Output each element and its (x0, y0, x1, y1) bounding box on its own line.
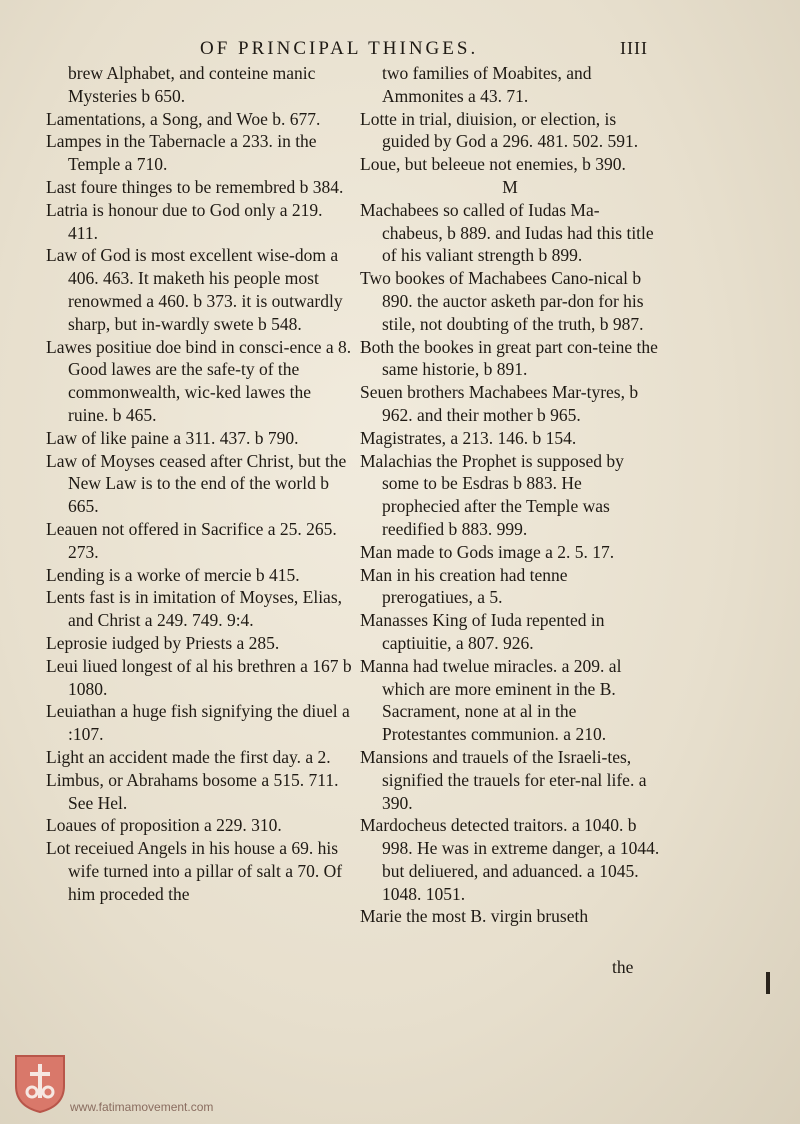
index-entry: Mansions and trauels of the Israeli-tes, signified the trauels for eter-nal life. a 390. (360, 746, 651, 813)
index-entry: Manna had twelue miracles. a 209. al which are more eminent in the B. Sacrament, none at al in the Protestantes communion. a 210. (360, 655, 626, 745)
index-entry: Lotte in trial, diuision, or election, is guided by God a 296. 481. 502. 591. (360, 108, 639, 152)
index-entry: Leauen not offered in Sacrifice a 25. 265. 273. (46, 518, 342, 562)
index-entry: Law of Moyses ceased after Christ, but the New Law is to the end of the world b 665. (46, 450, 351, 517)
index-entry: Loaues of proposition a 229. 310. (46, 815, 282, 836)
index-entry: Law of God is most excellent wise-dom a 406. 463. It maketh his people most renowmed a 460. b 373. it is outwardly sharp, but in-wardly swete b 548. (46, 245, 347, 334)
index-entry: Man made to Gods image a 2. 5. 17. (360, 541, 615, 562)
index-entry: Lot receiued Angels in his house a 69. his wife turned into a pillar of salt a 70. Of him proceded the (46, 838, 347, 904)
index-entry: Lents fast is in imitation of Moyses, Elias, and Christ a 249. 749. 9:4. (46, 587, 347, 631)
section-letter-heading: M (502, 176, 518, 197)
index-entry: Machabees so called of Iudas Ma-chabeus, b 889. and Iudas had this title of his valiant strength b 899. (360, 199, 659, 266)
index-entry: Seuen brothers Machabees Mar-tyres, b 962. and their mother b 965. (360, 382, 643, 425)
index-entry: Lawes positiue doe bind in consci-ence a 8. Good lawes are the safe-ty of the commonwealth, wic-ked lawes the ruine. b 465. (46, 336, 356, 425)
index-entry: Leprosie iudged by Priests a 285. (46, 632, 280, 653)
margin-mark (766, 972, 770, 994)
index-entry: Last foure thinges to be remembred b 384. (46, 176, 344, 197)
index-entry: brew Alphabet, and conteine manic Mysteries b 650. (68, 63, 320, 106)
index-entry: Man in his creation had tenne prerogatiues, a 5. (360, 564, 572, 608)
index-entry: Manasses King of Iuda repented in captiuitie, a 807. 926. (360, 610, 609, 653)
index-column-right (360, 62, 664, 928)
page-header (0, 38, 800, 62)
running-title: OF PRINCIPAL THINGES. (200, 38, 479, 59)
index-entry: Leuiathan a huge fish signifying the diuel a :107. (46, 701, 355, 745)
index-entry: Law of like paine a 311. 437. b 790. (46, 427, 299, 448)
index-entry: Magistrates, a 213. 146. b 154. (360, 427, 577, 448)
index-entry: Mardocheus detected traitors. a 1040. b 998. He was in extreme danger, a 1044. but deliuered, and aduanced. a 1045. 1048. 1051. (360, 815, 664, 904)
index-entry: Lamentations, a Song, and Woe b. 677. (46, 108, 321, 129)
index-entry: Light an accident made the first day. a 2. (46, 746, 331, 767)
index-entry: Marie the most B. virgin bruseth (360, 906, 589, 927)
index-entry: Malachias the Prophet is supposed by some to be Esdras b 883. He prophecied after the Temple was reedified b 883. 999. (360, 450, 629, 539)
index-entry: Two bookes of Machabees Cano-nical b 890. the auctor asketh par-don for his stile, not doubting of the truth, b 987. (360, 268, 648, 334)
index-column-left (46, 62, 357, 905)
index-entry: Limbus, or Abrahams bosome a 515. 711. See Hel. (46, 769, 343, 813)
folio-number: IIII (620, 38, 648, 58)
shield-crest-icon (12, 1052, 68, 1114)
index-entry: Latria is honour due to God only a 219. 411. (46, 199, 327, 243)
index-entry: Both the bookes in great part con-teine the same historie, b 891. (360, 336, 663, 380)
index-entry: Lampes in the Tabernacle a 233. in the Temple a 710. (46, 131, 321, 175)
website-credit[interactable]: www.fatimamovement.com (70, 1100, 214, 1114)
index-entry: Loue, but beleeue not enemies, b 390. (360, 154, 626, 175)
index-entry: two families of Moabites, and Ammonites a 43. 71. (382, 63, 595, 106)
index-entry: Leui liued longest of al his brethren a 167 b 1080. (46, 655, 357, 699)
catchword: the (612, 957, 634, 977)
index-entry: Lending is a worke of mercie b 415. (46, 564, 300, 585)
